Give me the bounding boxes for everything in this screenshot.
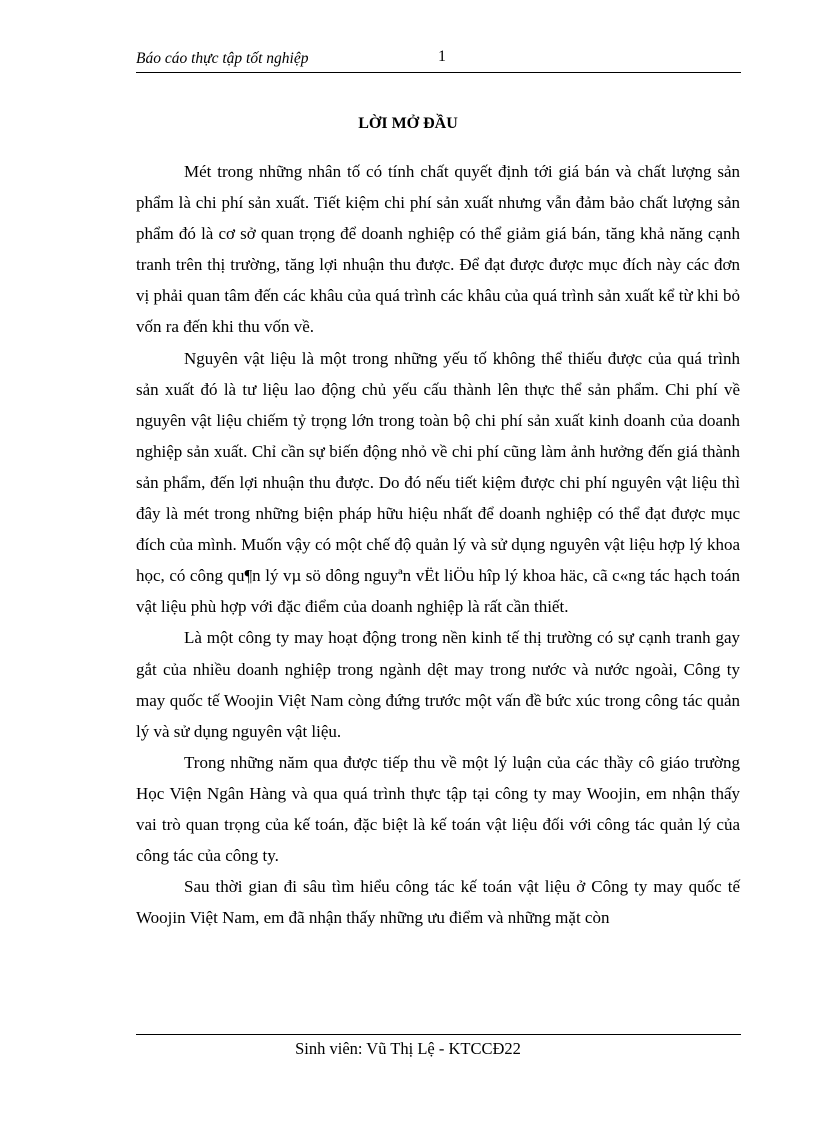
footer-divider (136, 1034, 741, 1035)
document-title: LỜI MỞ ĐẦU (358, 115, 458, 132)
paragraph: Nguyên vật liệu là một trong những yếu tố không thể thiếu được của quá trình sản xuất đó là tư liệu lao động chủ yếu cấu thành lên thực thể sản phẩm. Chi phí về nguyên vật liệu chiếm tỷ trọng lớn trong toàn bộ chi phí sản xuất kinh doanh của doanh nghiệp sản xuất. Chỉ cần sự biến động nhỏ về chi phí cũng làm ảnh hưởng đến giá thành sản phẩm, đến lợi nhuận thu được. Do đó nếu tiết kiệm được chi phí nguyên vật liệu thì đây là mét trong những biện pháp hữu hiệu nhất để doanh nghiệp có thể đạt được mục đích của mình. Muốn vậy có một chế độ quản lý và sử dụng nguyên vật liệu hợp lý khoa học, có công qu¶n lý vµ sö dông nguyªn vËt liÖu hîp lý khoa häc, cã c«ng tác hạch toán vật liệu phù hợp với đặc điểm của doanh nghiệp là rất cần thiết. (136, 348, 740, 617)
document-body (136, 156, 740, 933)
paragraph: Là một công ty may hoạt động trong nền kinh tế thị trường có sự cạnh tranh gay gắt của nhiều doanh nghiệp trong ngành dệt may trong nước và nước ngoài, Công ty may quốc tế Woojin Việt Nam còng đứng trước một vấn đề bức xúc trong công tác quản lý và sử dụng nguyên vật liệu. (136, 628, 740, 741)
page-number: 1 (438, 48, 446, 65)
footer-student: Sinh viên: Vũ Thị Lệ - KTCCĐ22 (295, 1039, 521, 1058)
header-title: Báo cáo thực tập tốt nghiệp (136, 50, 309, 67)
paragraph: Sau thời gian đi sâu tìm hiểu công tác kế toán vật liệu ở Công ty may quốc tế Woojin Việt Nam, em đã nhận thấy những ưu điểm và những mặt còn (136, 877, 740, 928)
paragraph: Mét trong những nhân tố có tính chất quyết định tới giá bán và chất lượng sản phẩm là chi phí sản xuất. Tiết kiệm chi phí sản xuất nhưng vẫn đảm bảo chất lượng sản phẩm đó là cơ sở quan trọng để doanh nghiệp có thể giảm giá bán, tăng khả năng cạnh tranh trên thị trường, tăng lợi nhuận thu được. Để đạt được được mục đích này các đơn vị phải quan tâm đến các khâu của quá trình các khâu của quá trình sản xuất kể từ khi bỏ vốn ra đến khi thu vốn về. (136, 162, 740, 337)
page-header (136, 50, 741, 73)
paragraph: Trong những năm qua được tiếp thu về một lý luận của các thầy cô giáo trường Học Viện Ngân Hàng và qua quá trình thực tập tại công ty may Woojin, em nhận thấy vai trò quan trọng của kế toán, đặc biệt là kế toán vật liệu đối với công tác quản lý của công tác của công ty. (136, 752, 740, 866)
